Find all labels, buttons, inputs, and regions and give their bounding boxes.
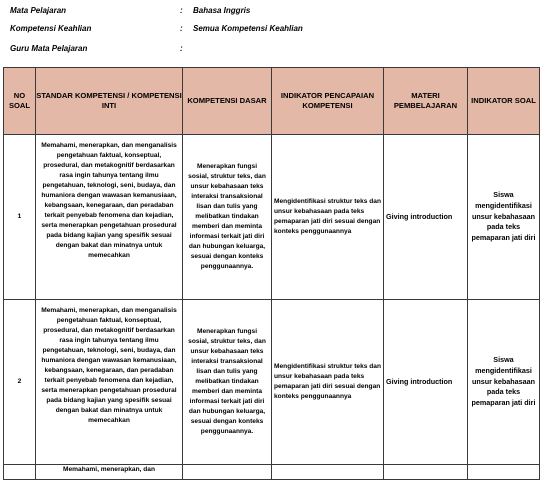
header-indikator-pencapaian: INDIKATOR PENCAPAIAN KOMPETENSI (272, 68, 384, 135)
header-kompetensi-dasar: KOMPETENSI DASAR (183, 68, 272, 135)
table-row (4, 465, 540, 480)
cell-no: 2 (4, 300, 36, 465)
cell-indikator-soal: Siswa mengidentifikasi unsur kebahasaan pada teks pemaparan jati diri (468, 135, 540, 300)
cell-kompetensi-dasar: Menerapkan fungsi sosial, struktur teks, dan unsur kebahasaan teks interaksi transaksional lisan dan tulis yang melibatkan tindakan memberi dan meminta informasi terkait jati diri dan hubungan keluarga, sesuai dengan konteks penggunaannya. (183, 300, 272, 465)
cell-standar-kompetensi (36, 135, 183, 300)
kisi-kisi-table (3, 67, 540, 480)
cell-kompetensi-dasar (183, 465, 272, 480)
header-indikator-soal: INDIKATOR SOAL (468, 68, 540, 135)
cell-indikator-soal (468, 465, 540, 480)
mata-pelajaran-value: Bahasa Inggris (193, 6, 251, 15)
table-row (4, 300, 540, 465)
cell-standar-kompetensi: Memahami, menerapkan, dan (36, 465, 183, 480)
mata-pelajaran-label: Mata Pelajaran (10, 6, 67, 15)
cell-indikator-pencapaian (272, 465, 384, 480)
header-no-soal: NO SOAL (4, 68, 36, 135)
kompetensi-keahlian-label: Kompetensi Keahlian (10, 24, 92, 33)
standar-kompetensi-text: Memahami, menerapkan, dan menganalisis pengetahuan faktual, konseptual, prosedural, dan metakognitif berdasarkan rasa ingin tahunya tentang ilmu pengetahuan, teknologi, seni, budaya, dan humaniora dengan wawasan kemanusiaan, kebangsaan, kenegaraan, dan peradaban terkait penyebab fenomena dan kejadian, serta menerapkan pengetahuan prosedural pada bidang kajian yang spesifik sesuai dengan bakat dan minatnya untuk memecahkan (41, 141, 177, 259)
table-row (4, 135, 540, 300)
cell-indikator-soal: Siswa mengidentifikasi unsur kebahasaan pada teks pemaparan jati diri (468, 300, 540, 465)
standar-kompetensi-text: Memahami, menerapkan, dan menganalisis pengetahuan faktual, konseptual, prosedural, dan metakognitif berdasarkan rasa ingin tahunya tentang ilmu pengetahuan, teknologi, seni, budaya, dan humaniora dengan wawasan kemanusiaan, kebangsaan, kenegaraan, dan peradaban terkait penyebab fenomena dan kejadian, serta menerapkan pengetahuan prosedural pada bidang kajian yang spesifik sesuai dengan bakat dan minatnya untuk memecahkan (41, 306, 177, 424)
header-materi-pembelajaran: MATERI PEMBELAJARAN (384, 68, 468, 135)
cell-materi: Giving introduction (384, 300, 468, 465)
colon: : (180, 24, 183, 33)
cell-no (4, 465, 36, 480)
cell-indikator-pencapaian: Mengidentifikasi struktur teks dan unsur kebahasaan pada teks pemaparan jati diri sesuai dengan konteks penggunaannya (272, 300, 384, 465)
colon: : (180, 6, 183, 15)
cell-materi: Giving introduction (384, 135, 468, 300)
guru-label: Guru Mata Pelajaran (10, 44, 88, 53)
cell-materi (384, 465, 468, 480)
kompetensi-keahlian-value: Semua Kompetensi Keahlian (193, 24, 303, 33)
cell-kompetensi-dasar: Menerapkan fungsi sosial, struktur teks, dan unsur kebahasaan teks interaksi transaksional lisan dan tulis yang melibatkan tindakan memberi dan meminta informasi terkait jati diri dan hubungan keluarga, sesuai dengan konteks penggunaannya. (183, 135, 272, 300)
table-header-row (4, 68, 540, 135)
colon: : (180, 44, 183, 53)
cell-indikator-pencapaian: Mengidentifikasi struktur teks dan unsur kebahasaan pada teks pemaparan jati diri sesuai dengan konteks penggunaannya (272, 135, 384, 300)
cell-no: 1 (4, 135, 36, 300)
header-standar-kompetensi: STANDAR KOMPETENSI / KOMPETENSI INTI (36, 68, 183, 135)
cell-standar-kompetensi (36, 300, 183, 465)
